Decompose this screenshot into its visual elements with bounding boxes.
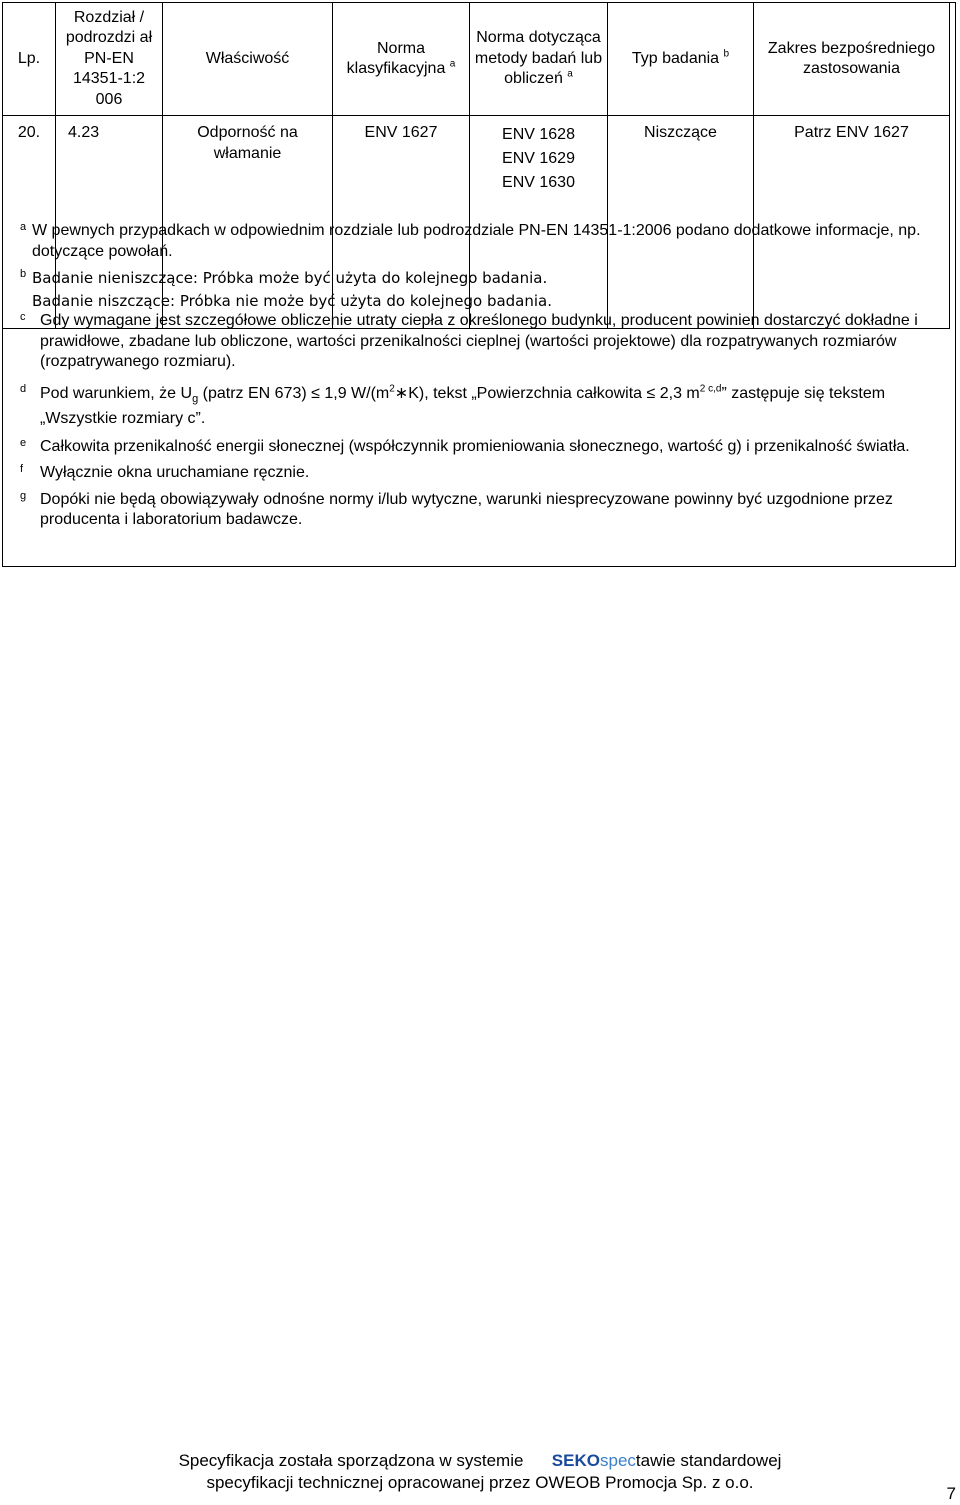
- footnote-text: Dopóki nie będą obowiązywały odnośne normy i/lub wytyczne, warunki niesprecyzowane powinny być uzgodnione przez producenta i laboratorium badawcze.: [40, 490, 893, 528]
- header-scope: Zakres bezpośredniego zastosowania: [754, 3, 950, 116]
- header-test-type: Typ badania $^b$: [608, 3, 754, 116]
- method-norm-3: ENV 1630: [502, 174, 575, 191]
- footnote-text: W pewnych przypadkach w odpowiednim rozdziale lub podrozdziale PN-EN 14351-1:2006 podano dodatkowe informacje, np. dotyczące powołań.: [32, 222, 921, 260]
- cell-chapter: 4.23: [56, 116, 163, 329]
- footnote-mark: b: [20, 268, 27, 280]
- footnote-mark: a: [20, 221, 27, 233]
- footnote-e: [20, 437, 930, 458]
- brand-logo-spec: spec: [599, 1451, 636, 1470]
- footnote-text: Gdy wymagane jest szczegółowe obliczenie utraty ciepła z określonego budynku, producent powinien dostarczyć dokładne i prawidłowe, zbadane lub obliczone, wartości przenikalności cieplnej (wartości projektowe) dla rozpatrywanych rozmiarów (rozpatrywanego rozmiaru).: [40, 312, 918, 370]
- footnote-mark: e: [20, 436, 27, 449]
- cell-scope: Patrz ENV 1627: [754, 116, 950, 329]
- footnotes: [20, 221, 930, 535]
- cell-property: Odporność na włamanie: [163, 116, 333, 329]
- page-footer: [0, 1450, 960, 1494]
- header-chapter: Rozdział / podrozdzi ał PN-EN 14351-1:2 006: [56, 3, 163, 116]
- footnote-text: Całkowita przenikalność energii słonecznej (współczynnik promieniowania słonecznego, wartość g) i przenikalność światła.: [40, 437, 910, 455]
- footnote-mark: g: [20, 489, 27, 502]
- cell-lp: 20.: [3, 116, 56, 329]
- footnote-a: [20, 221, 930, 262]
- method-norm-2: ENV 1629: [502, 150, 575, 167]
- footnote-mark: d: [20, 382, 27, 395]
- cell-test-type: Niszczące: [608, 116, 754, 329]
- footnote-text: Wyłącznie okna uruchamiane ręcznie.: [40, 464, 310, 481]
- footnote-f: [20, 463, 930, 484]
- header-property: Właściwość: [163, 3, 333, 116]
- header-class-norm: Norma klasyfikacyjna $^a$: [333, 3, 470, 116]
- cell-class-norm: ENV 1627: [333, 116, 470, 329]
- footnote-d: d Pod warunkiem, że $U_g$ (patrz EN 673) ≤ 1,9 $W/(m^2∗K)$, tekst „Powierzchnia całkowita ≤ 2,3 $m^{2 c,d}$” zastępuje się tekstem „Wszystkie rozmiary c”.: [20, 381, 930, 431]
- footnote-text: Badanie niszczące: Próbka nie może być użyta do kolejnego badania.: [32, 291, 553, 310]
- footnote-g: [20, 490, 930, 531]
- footnote-text: Badanie nieniszczące: Próbka może być użyta do kolejnego badania.: [32, 269, 548, 287]
- header-method-norm: Norma dotycząca metody badań lub obliczeń $^a$: [470, 3, 608, 116]
- footer-line-1: Specyfikacja została sporządzona w systemie SEKOspectawie standardowej: [178, 1451, 782, 1470]
- footer-line-2: specyfikacji technicznej opracowanej przez OWEOB Promocja Sp. z o.o.: [206, 1473, 754, 1492]
- header-lp: Lp.: [3, 3, 56, 116]
- table-header-row: [3, 3, 950, 116]
- footnote-c: [20, 311, 930, 373]
- page-number: 7: [946, 1484, 956, 1503]
- brand-logo-seko: SEKO: [551, 1451, 600, 1470]
- footnote-mark: c: [20, 311, 26, 323]
- footnote-mark: f: [20, 463, 24, 475]
- footnote-b: [20, 268, 930, 311]
- method-norm-1: ENV 1628: [502, 126, 575, 143]
